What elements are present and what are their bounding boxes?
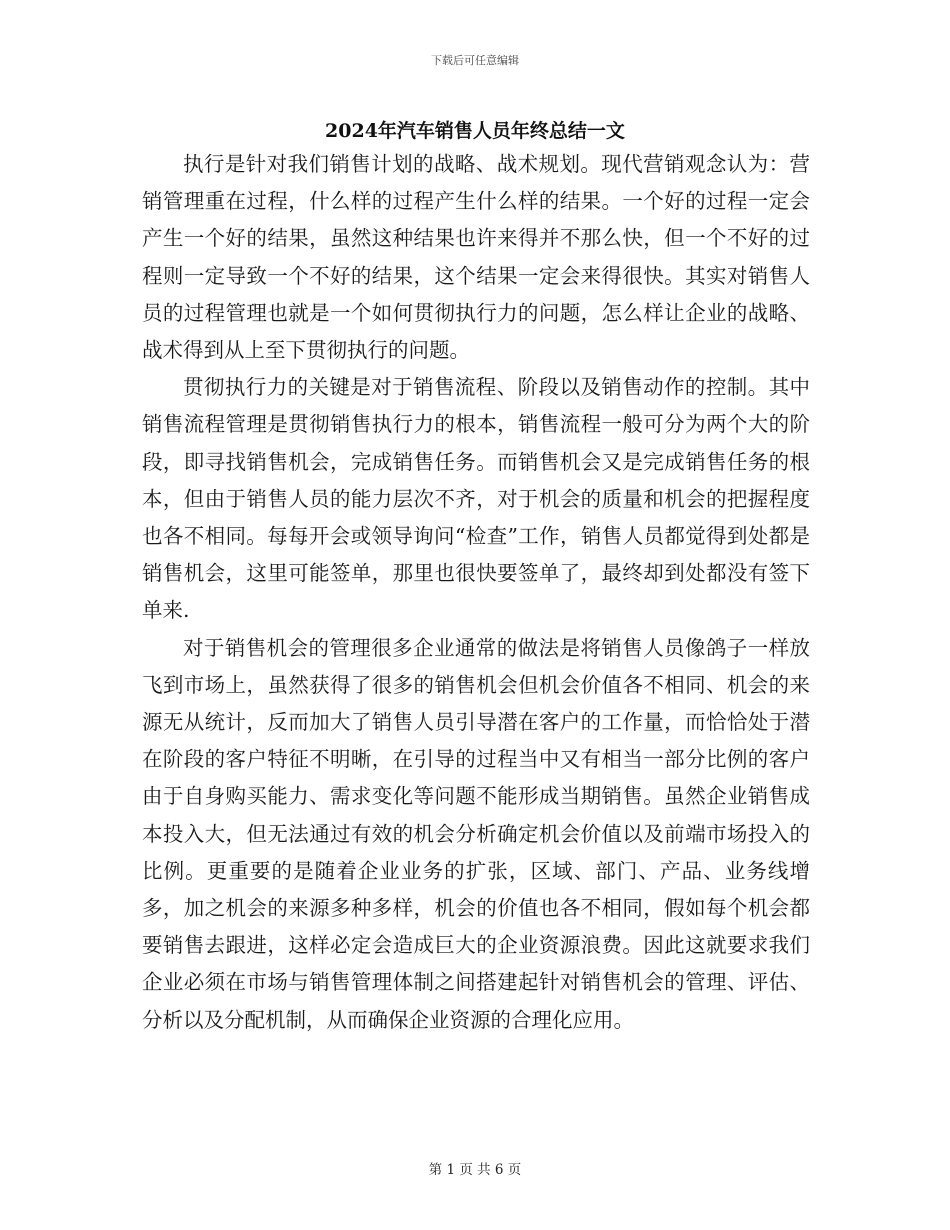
document-body [142,146,810,1039]
paragraph-2: 贯彻执行力的关键是对于销售流程、阶段以及销售动作的控制。其中销售流程管理是贯彻销售执行力的根本，销售流程一般可分为两个大的阶段，即寻找销售机会，完成销售任务。而销售机会又是完成销售任务的根本，但由于销售人员的能力层次不齐，对于机会的质量和机会的把握程度也各不相同。每每开会或领导询问“检查”工作，销售人员都觉得到处都是销售机会，这里可能签单，那里也很快要签单了，最终却到处都没有签下单来. [142,375,810,623]
paragraph-3: 对于销售机会的管理很多企业通常的做法是将销售人员像鸽子一样放飞到市场上，虽然获得了很多的销售机会但机会价值各不相同、机会的来源无从统计，反而加大了销售人员引导潜在客户的工作量，而恰恰处于潜在阶段的客户特征不明晰，在引导的过程当中又有相当一部分比例的客户由于自身购买能力、需求变化等问题不能形成当期销售。虽然企业销售成本投入大，但无法通过有效的机会分析确定机会价值以及前端市场投入的比例。更重要的是随着企业业务的扩张，区域、部门、产品、业务线增多，加之机会的来源多种多样，机会的价值也各不相同，假如每个机会都要销售去跟进，这样必定会造成巨大的企业资源浪费。因此这就要求我们企业必须在市场与销售管理体制之间搭建起针对销售机会的管理、评估、分析以及分配机制，从而确保企业资源的合理化应用。 [142,635,810,1032]
paragraph-1: 执行是针对我们销售计划的战略、战术规划。现代营销观念认为：营销管理重在过程，什么样的过程产生什么样的结果。一个好的过程一定会产生一个好的结果，虽然这种结果也许来得并不那么快，但一个不好的过程则一定导致一个不好的结果，这个结果一定会来得很快。其实对销售人员的过程管理也就是一个如何贯彻执行力的问题，怎么样让企业的战略、战术得到从上至下贯彻执行的问题。 [142,152,810,363]
header-note: 下载后可任意编辑 [431,54,519,67]
page-number-footer: 第 1 页 共 6 页 [428,1162,522,1178]
document-title: 2024年汽车销售人员年终总结一文 [325,120,625,142]
